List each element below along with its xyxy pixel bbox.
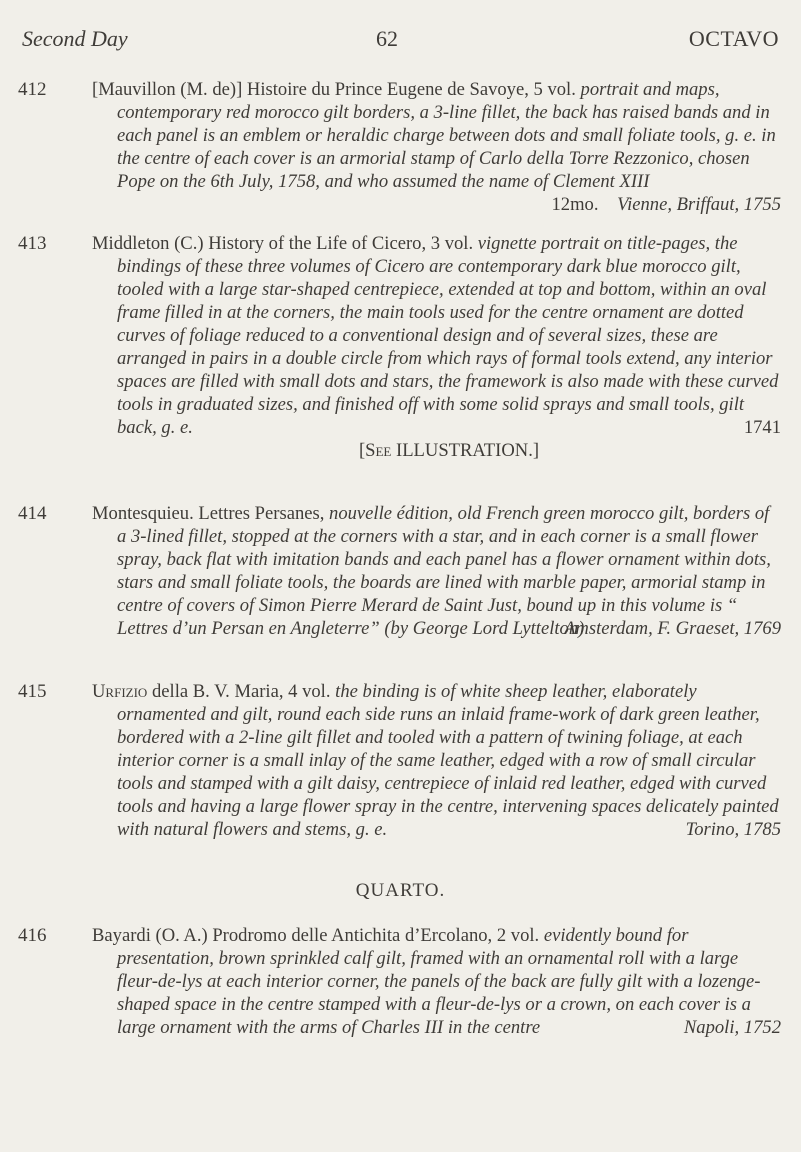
- lot-title: Lettres Persanes,: [193, 503, 330, 524]
- lot-imprint: 1741: [743, 417, 781, 438]
- lot-entry-413: [0, 232, 801, 462]
- lot-imprint: Vienne, Briffaut, 1755: [617, 194, 781, 215]
- lot-imprint: Torino, 1785: [685, 819, 781, 840]
- lot-number: 412: [18, 79, 47, 100]
- section-heading: QUARTO.: [355, 880, 446, 901]
- lot-binding-description: portrait and maps, contemporary red morocco gilt borders, a 3-line fillet, the back has raised bands and in each panel is an emblem or heraldic charge between dots and small foliate tools, g. e. in the centre of each cover is an armorial stamp of Carlo della Torre Rezzonico, chosen Pope on the 6th July, 1758, and who assumed the name of Clement XIII: [117, 79, 776, 192]
- running-head-left: Second Day: [22, 26, 128, 51]
- lot-binding-description: vignette portrait on title-pages, the bindings of these three volumes of Cicero are contemporary dark blue morocco gilt, tooled with a large star-shaped centrepiece, extended at top and bottom, within an oval frame filled in at the corners, the main tools used for the centre ornament are dotted curves of foliage reduced to a conventional design and of several sizes, these are arranged in pairs in a double circle from which rays of formal tools extend, any interior spaces are filled with small dots and stars, the framework is also made with these curved tools in graduated sizes, and finished off with some solid sprays and small tools, gilt back, g. e.: [117, 233, 779, 438]
- lot-author: [Mauvillon (M. de)]: [92, 79, 243, 100]
- lot-binding-description: evidently bound for presentation, brown sprinkled calf gilt, framed with an ornamental roll with a large fleur-de-lys at each interior corner, the panels of the back are fully gilt with a lozenge-shaped space in the centre stamped with a fleur-de-lys or a crown, on each cover is a large ornament with the arms of Charles III in the centre: [117, 925, 761, 1038]
- lot-author: Montesquieu.: [92, 503, 194, 524]
- lot-author: Bayardi (O. A.): [92, 925, 208, 946]
- page-number: 62: [376, 26, 398, 51]
- lot-number: 413: [18, 233, 47, 254]
- page-header: [0, 26, 801, 60]
- lot-entry-414: [0, 502, 801, 640]
- lot-description: [92, 680, 781, 841]
- lot-author: Middleton (C.): [92, 233, 204, 254]
- lot-binding-description: nouvelle édition, old French green morocco gilt, borders of a 3-lined fillet, stopped at the corners with a star, and in each corner is a small flower spray, back flat with imitation bands and each panel has a flower ornament within dots, stars and small foliate tools, the boards are lined with marble paper, armorial stamp in centre of covers of Simon Pierre Merard de Saint Just, bound up in this volume is “ Lettres d’un Persan en Angleterre” (by George Lord Lyttelton): [117, 503, 771, 639]
- lot-description: [92, 924, 781, 1039]
- lot-number: 415: [18, 681, 47, 702]
- lot-format: 12mo.: [551, 194, 599, 215]
- lot-entry-415: [0, 680, 801, 841]
- running-head-right: OCTAVO: [688, 26, 779, 51]
- lot-title: Histoire du Prince Eugene de Savoye, 5 vol.: [242, 79, 581, 100]
- lot-title: Prodromo delle Antichita d’Ercolano, 2 vol.: [207, 925, 544, 946]
- lot-imprint: Amsterdam, F. Graeset, 1769: [564, 618, 781, 639]
- lot-entry-412: [0, 78, 801, 216]
- lot-imprint: Napoli, 1752: [683, 1017, 781, 1038]
- lot-author: Urfizio: [92, 681, 148, 702]
- lot-description: [92, 502, 781, 640]
- illustration-note: [See ILLUSTRATION.]: [358, 440, 540, 461]
- lot-number: 414: [18, 503, 47, 524]
- lot-description: [92, 78, 781, 215]
- lot-binding-description: the binding is of white sheep leather, elaborately ornamented and gilt, round each side runs an inlaid frame-work of dark green leather, bordered with a 2-line gilt fillet and tooled with a pattern of twining foliage, at each interior corner is a small inlay of the same leather, edged with a row of small circular tools and stamped with a gilt daisy, centrepiece of inlaid red leather, edged with curved tools and having a large flower spray in the centre, intervening spaces delicately painted with natural flowers and stems, g. e.: [117, 681, 779, 840]
- lot-number: 416: [18, 925, 47, 946]
- lot-description: [92, 232, 781, 462]
- lot-entry-416: [0, 924, 801, 1039]
- lot-title: History of the Life of Cicero, 3 vol.: [203, 233, 478, 254]
- lot-title: della B. V. Maria, 4 vol.: [147, 681, 336, 702]
